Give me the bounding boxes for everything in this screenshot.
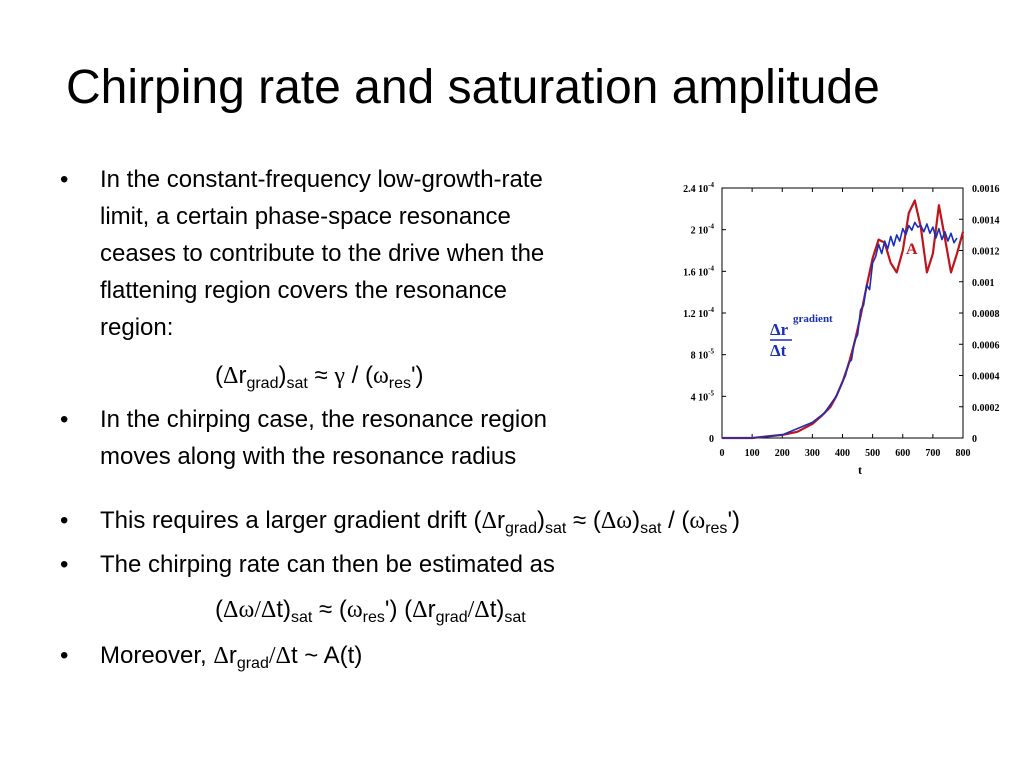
x-tick-label: 800 [955,448,971,459]
y-right-tick-label: 0.0008 [972,309,1000,320]
y-left-tick-label: 4 $10^{-5}$ [690,389,714,404]
bullet-line: region: [100,314,174,341]
bullet-line: This requires a larger gradient drift $(\Delta r_{grad})_{sat} \approx (\Delta\omega)_{sat} / (\omega_{res}')$ [100,507,741,537]
y-left-tick-label: 8 $10^{-5}$ [690,347,714,362]
y-right-tick-label: 0.0006 [972,340,1000,352]
annotation-delta-t: Δt [770,341,787,360]
y-right-tick-label: 0.0016 [972,184,1000,195]
bullet-marker: • [60,642,69,669]
series-line-A [722,201,963,439]
y-right-tick-label: 0.0012 [972,246,1000,258]
bullet-line: limit, a certain phase-space resonance [100,203,511,230]
y-right-tick-label: 0.0014 [972,215,1000,227]
bullet-marker: • [60,406,69,433]
bullet-line: In the constant-frequency low-growth-rate [100,166,543,193]
plot-frame [722,188,963,438]
series-line-gradient [722,222,957,438]
bullet-marker: • [60,166,69,193]
bullet-line: The chirping rate can then be estimated as [100,551,555,578]
bullet-marker: • [60,551,69,578]
formula-chirping-rate: $(\Delta\omega/\Delta t)_{sat} \approx (\omega_{res}')$ $(\Delta r_{grad}/\Delta t)_{sat}$ [215,596,526,626]
annotation-gradient: gradient [793,313,833,325]
bullet-marker: • [60,507,69,534]
y-left-tick-label: 2.4 $10^{-4}$ [683,181,714,195]
slide-title: Chirping rate and saturation amplitude [66,61,880,114]
x-tick-label: 500 [865,448,881,459]
x-tick-label: 200 [774,448,790,459]
formula-saturation-gradient: $(\Delta r_{grad})_{sat} \approx \gamma / (\omega_{res}')$ [215,362,424,392]
annotation-A: A [906,241,918,258]
y-right-tick-label: 0.0002 [972,402,1000,414]
bullet-line: In the chirping case, the resonance region [100,406,547,433]
y-left-tick-label: 1.2 $10^{-4}$ [683,306,714,320]
annotation-delta-r: Δr [770,320,789,339]
y-left-tick-label: 0 [709,434,714,445]
x-tick-label: 400 [835,448,850,459]
y-left-tick-label: 1.6 $10^{-4}$ [683,264,714,279]
x-axis-label: t [858,463,862,477]
bullet-line: ceases to contribute to the drive when the [100,240,545,267]
y-right-tick-label: 0.0004 [972,371,1000,383]
x-tick-label: 100 [744,448,760,459]
y-left-tick-label: 2 $10^{-4}$ [690,222,714,237]
bullet-line: moves along with the resonance radius [100,443,517,470]
x-tick-label: 600 [895,448,911,459]
y-right-tick-label: 0 [972,434,977,445]
bullet-line: flattening region covers the resonance [100,277,507,304]
x-tick-label: 0 [719,448,725,459]
x-tick-label: 700 [925,448,941,459]
bullet-line: Moreover, $\Delta r_{grad}/\Delta t$ ~ A(t) [100,642,363,672]
y-right-tick-label: 0.001 [972,277,995,289]
x-tick-label: 300 [804,448,820,459]
